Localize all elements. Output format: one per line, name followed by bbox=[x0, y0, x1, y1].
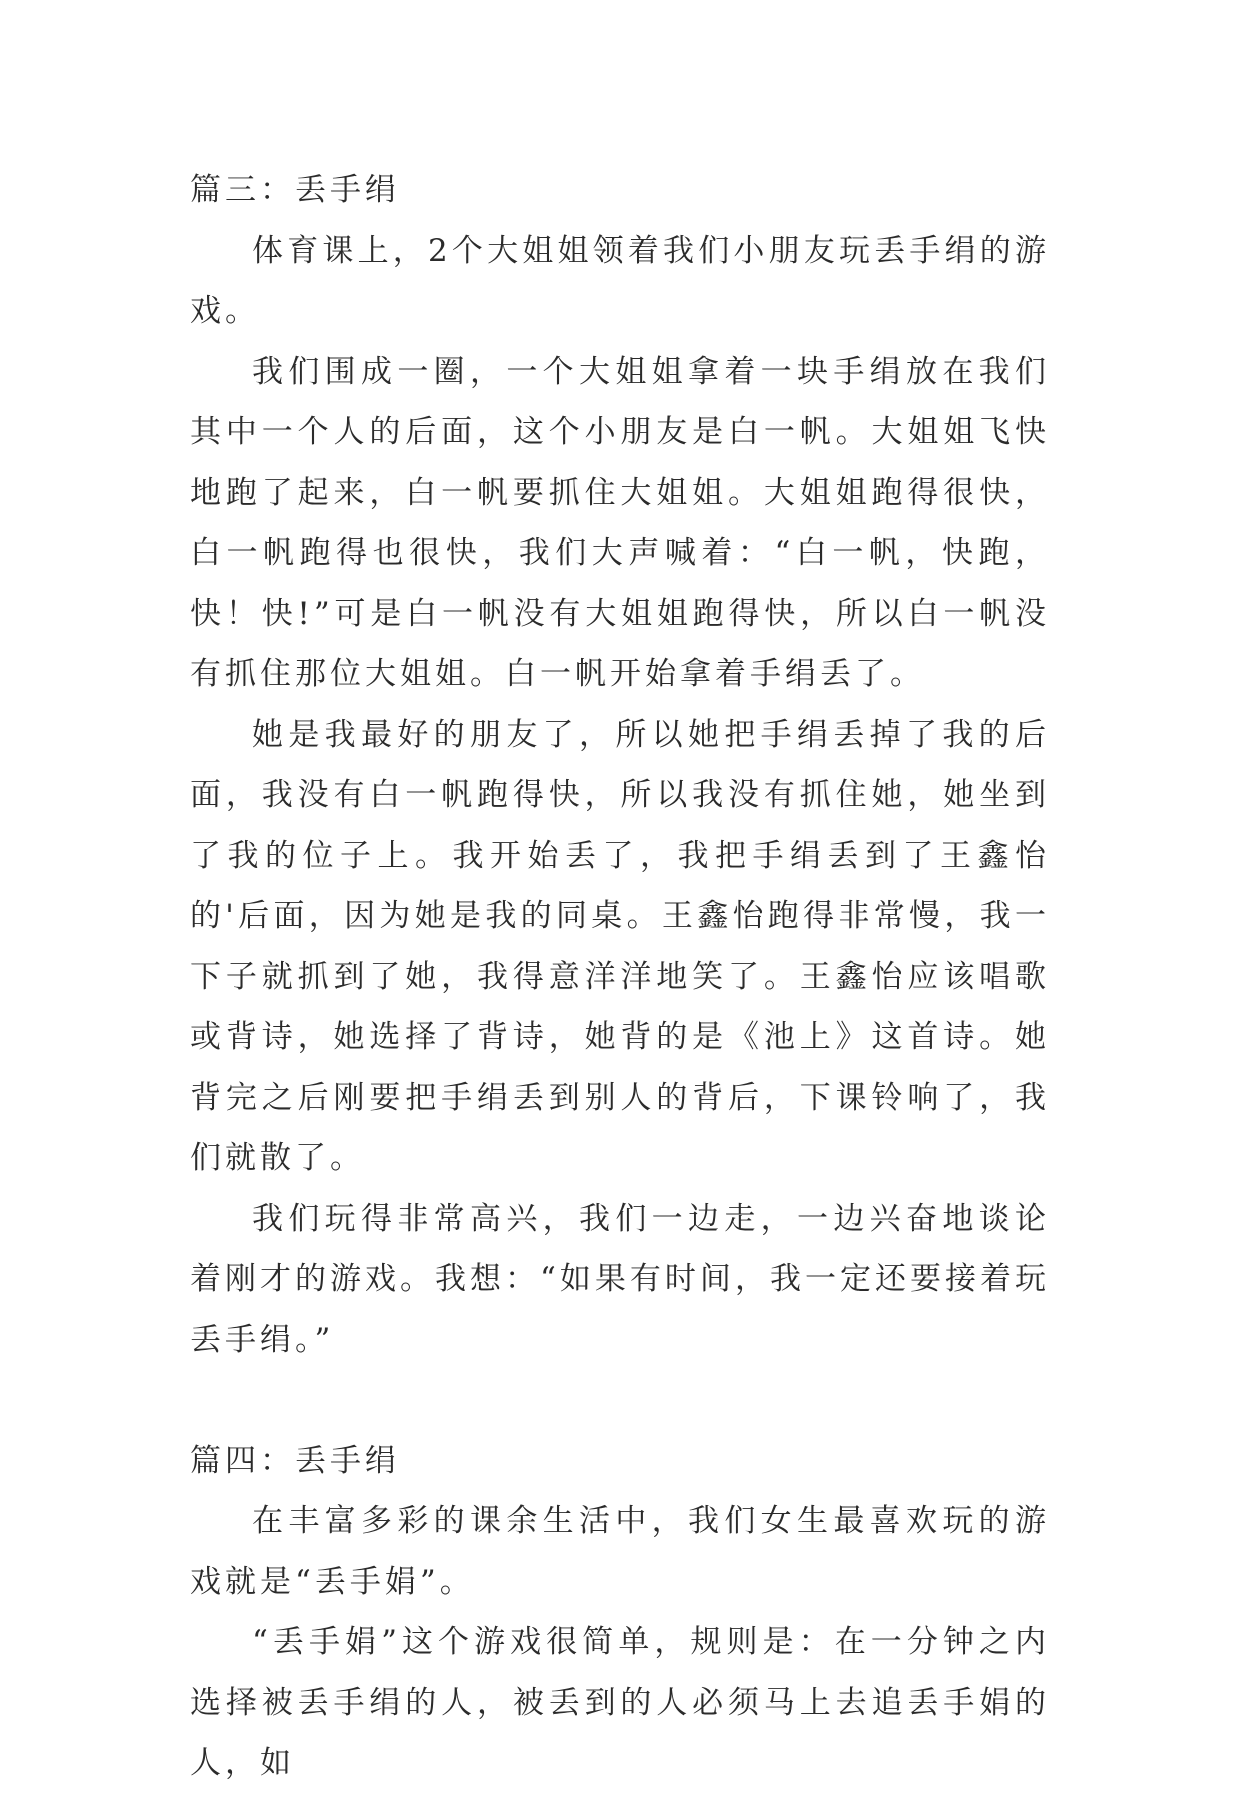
document-body bbox=[190, 160, 1050, 1794]
paragraph: 我们围成一圈，一个大姐姐拿着一块手绢放在我们其中一个人的后面，这个小朋友是白一帆。大姐姐飞快地跑了起来，白一帆要抓住大姐姐。大姐姐跑得很快，白一帆跑得也很快，我们大声喊着：“白一帆，快跑，快！快!”可是白一帆没有大姐姐跑得快，所以白一帆没有抓住那位大姐姐。白一帆开始拿着手绢丢了。 bbox=[190, 353, 1050, 692]
paragraph: 我们玩得非常高兴，我们一边走，一边兴奋地谈论着刚才的游戏。我想：“如果有时间，我一定还要接着玩丢手绢。” bbox=[190, 1200, 1050, 1358]
section-title: 篇四：丢手绢 bbox=[190, 1442, 400, 1479]
paragraph: “丢手娟”这个游戏很简单，规则是：在一分钟之内选择被丢手绢的人，被丢到的人必须马上去追丢手娟的人，如 bbox=[190, 1624, 1050, 1781]
paragraph: 在丰富多彩的课余生活中，我们女生最喜欢玩的游戏就是“丢手娟”。 bbox=[190, 1503, 1050, 1600]
paragraph: 体育课上，2个大姐姐领着我们小朋友玩丢手绢的游戏。 bbox=[190, 232, 1050, 329]
section-gap bbox=[190, 1370, 1050, 1431]
section-title: 篇三：丢手绢 bbox=[190, 172, 400, 208]
paragraph: 她是我最好的朋友了，所以她把手绢丢掉了我的后面，我没有白一帆跑得快，所以我没有抓住她，她坐到了我的位子上。我开始丢了，我把手绢丢到了王鑫怡的'后面，因为她是我的同桌。王鑫怡跑得非常慢，我一下子就抓到了她，我得意洋洋地笑了。王鑫怡应该唱歌或背诗，她选择了背诗，她背的是《池上》这首诗。她背完之后刚要把手绢丢到别人的背后，下课铃响了，我们就散了。 bbox=[190, 716, 1050, 1176]
